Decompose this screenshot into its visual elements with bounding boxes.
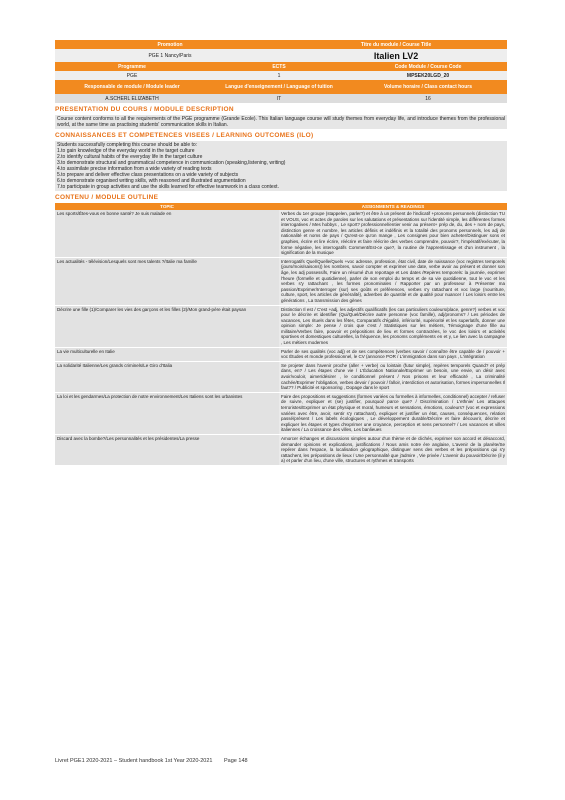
outline-row [55,347,507,361]
outline-assignment: Se projeter dans l'avenir proche (aller + verbe) ou lointain (futur simple), repères temporels Quand? et prép dans, en? / Les étapes d'une vie / L'Éducation Nationale/Exprimer un besoin, une envie, un désir avec avoir/vouloir, aimer/désirer , le conditionnel présent / Nos prisons et leur efficacité , La criminalité cachée/Exprimer l'obligation, verbes devoir / pouvoir / falloir, interdiction et autorisation, formes impersonnelles Il faut?? / Publicité et sponsoring , Dopage dans le sport [279,361,507,392]
topic-column-header: TOPIC [55,203,279,210]
course-header-table [55,40,507,103]
contact-hours-label: Volume horaire / Class contact hours [349,80,507,94]
outline-topic: La vie multiculturelle en Italie [55,347,279,361]
outline-row [55,392,507,434]
course-title-value: Italien LV2 [285,49,507,62]
outline-row [55,210,507,257]
learning-outcomes-heading: CONNAISSANCES ET COMPETENCES VISEES / LEARNING OUTCOMES (ILO) [55,132,314,139]
course-sheet [55,40,507,466]
module-outline-table [55,203,507,466]
outline-assignment: Amorcer échanges et discussions simples autour d'un thème et de clichés, exprimer son accord et désaccord, demander opinions et explications, justifications / Nous amis notre ère anglaise, L'avenir de la planète/Se repérer dans l'espace, la localisation géographique, distinguer sens des verbes et les prépositions qui s'y rattachent, les prépositions de lieux / Une personnalité que j'admire , Vie privée / L'avenir du pouvoir/Décrire (il y a) et parler d'un lieu, d'une ville, structures et rythmes et transports [279,434,507,465]
handbook-reference: Livret PGE1 2020-2021 – Student handbook 1st Year 2020-2021 [55,758,213,764]
module-outline-heading: CONTENU / MODULE OUTLINE [55,194,159,201]
outline-topic: La solidarité Italienne/Les grands criminels/Le Giro d'Italia [55,361,279,392]
course-code-value: MPSEK20LGD_20 [349,71,507,80]
outline-row [55,361,507,392]
outline-topic: Les sports/Êtes-vous en bonne santé? Je suis malade en [55,210,279,257]
contact-hours-value: 16 [349,94,507,103]
outline-topic: La loi et les gendarmes/La protection de notre environnement/Les Italiens sont les urbanistes [55,392,279,434]
assignments-column-header: ASSIGNMENTS & READINGS [279,203,507,210]
presentation-heading: PRESENTATION DU COURS / MODULE DESCRIPTION [55,106,234,113]
outline-assignment: Faire des propositions et suggestions (formes variées ou formelles à informelles, conditionnel) accepter / refuser de suivre, expliquer et (se) justifier, pourquoi/ parce que? / Discrimination / L'ethnie/ Les attaques terroristes/Exprimer un état physique et moral, humeurs et sensations, émotions, couleurs? (voc et expressions variées avec être, avoir, sentir s'y rattachant), expliquer et justifier un état, causes, conséquences, relation passé/présent / Les labels écologiques , Le développement durable/Décrire et faire découvrir, décrire et expliquer les étapes et types d'exprimer une croyance, perception et sens personnel? / Les vacances et villes italiennes / La croissance des villes, Les banlieues [279,392,507,434]
outline-assignment: Verbes du 1er groupe (stappelen, parler?) et être à un présent de l'indicatif +pronoms personnels (distinction TU et VOUS, voc et actes de paroles sur les salutations et présentations sur l'identité simple, les différentes formes interrogatives / Mes hobbys , Le sport? professionnel/entier venir au présent+ prép de, du, des + nom de pays, distinction genre et nombre, les articles définis et indéfinis et la totalité des pronoms personnels, les adj de nationalité et noms de pays / Qu'est-ce qu'on mange , Les consignes pour bien acheter/Distinguer sons et graphies, écrire et lire écrire, réécrire et faire réécrire des verbes comprendre, pouvoir?, l'impératif/exécuter, la forme négative, les interrogatifs Comment/Est-ce que?, la routine de l'apprentissage et d'un instrument , la signification de la musique [279,210,507,257]
outline-row [55,305,507,347]
outline-topic: Les actualités - télévision/Lesquels sont mes talents ?/Italie ma famille [55,257,279,305]
module-leader-label: Responsable de module / Module leader [55,80,209,94]
ects-label: ECTS [209,62,349,71]
module-leader-value: A.SCHERL ELIZABETH [55,94,209,103]
presentation-text: Course content conforms to all the requirements of the PGE programme (Grande Ecole). This Italian language course will study themes from everyday life, and introduce themes from the professional world, at the same time as practising students' communication skills in Italian. [57,116,505,128]
outline-assignment: Parler de ses qualités (voc adj) et de ses compétences (verbes savoir / connaître être capable de / pouvoir + voc Études et monde professionnel, le CV (annonce POR / L'immigration dans son pays , L'intégration [279,347,507,361]
outline-topic: Discard avec la bombe?/Les personnalités et les présidentes/La presse [55,434,279,465]
page-number: Page 148 [224,758,248,764]
programme-value: PGE [55,71,209,80]
language-value: IT [209,94,349,103]
page-footer [55,758,507,764]
course-title-label: Titre du module / Course Title [285,40,507,49]
ects-value: 1 [209,71,349,80]
outline-row [55,434,507,465]
learning-outcomes-text: Students successfully completing this course should be able to: 1.to gain knowledge of the everyday world in the target culture 2.to identify cultural habits of the everyday life in the target culture 3.to demonstrate structural and grammatical competence in communication (speaking,listening, writing) 4.to assimilate precise information from a wide variety of reading texts 5.to prepare and deliver effective class presentations on a wide variety of subjects 6.to demonstrate organised writing skills, with reasoned and illustrated argumentation 7.to participate in group activities and use the skills learned for effective teamwork in a class context. [55,141,507,191]
outline-row [55,257,507,305]
course-code-label: Code Module / Course Code [349,62,507,71]
promotion-label: Promotion [55,40,285,49]
promotion-value: PGE 1 Nancy/Paris [55,49,285,62]
outline-assignment: Interrogatifs Quel/Quelle/Quels +voc adresse, profession, état civil, date de naissance (voc registres temporels (jours/mois/saisons)) les nombres, savoir compter et exprimer une date, verbe avoir au présent et donner son âge, les adj possessifs, Faire un résumé d'un reportage et Les dates /Repères temporels: la journée, exprimer l'heure (formelle et quotidienne), parler de son emploi du temps et de sa vie quotidienne, tout le voc et les verbes s'y rattachant , les formes pronominales / Rapporter par un professeur à Présenter ma passion/Exprimer/Interroger (sur) ses goûts et préférences, verbes s'y rattachant et voc large (nourriture, culture, sport, les articles de généralité), adverbes de quantité et de qualité pour nuancer / Les loisirs entre les générations , La transmission des gènes [279,257,507,305]
programme-label: Programme [55,62,209,71]
language-label: Langue d'enseignement / Language of tuition [209,80,349,94]
outline-topic: Décrire une fille (1)/Comparer les vies des garçons et les filles (2)/Mon grand-père était paysan [55,305,279,347]
outline-assignment: Distinction Il est / C'est +adj, les adjectifs qualificatifs (les cas particuliers couleurs/place, genre?) verbes et voc pour le décrire et identifier (Qui/Quel/Décrire autre personne (voc famille), adj/pronoms? / Les périodes de vacances, Les rituels dans les fêtes, Comparatifs d'égalité, infériorité, supériorité et les superlatifs, donner une opinion simple: Je pense / crois que c'est / Statistiques sur les métiers, Témoignage d'une fille au militaire/Verbes faire, pouvoir et prépositions de lieu et formes contractées, le voc des loisirs et activités sportives et domestiques culturelles, la fréquence, les pronoms compléments en et y, Le lien avec la campagne , Les métiers modernes [279,305,507,347]
